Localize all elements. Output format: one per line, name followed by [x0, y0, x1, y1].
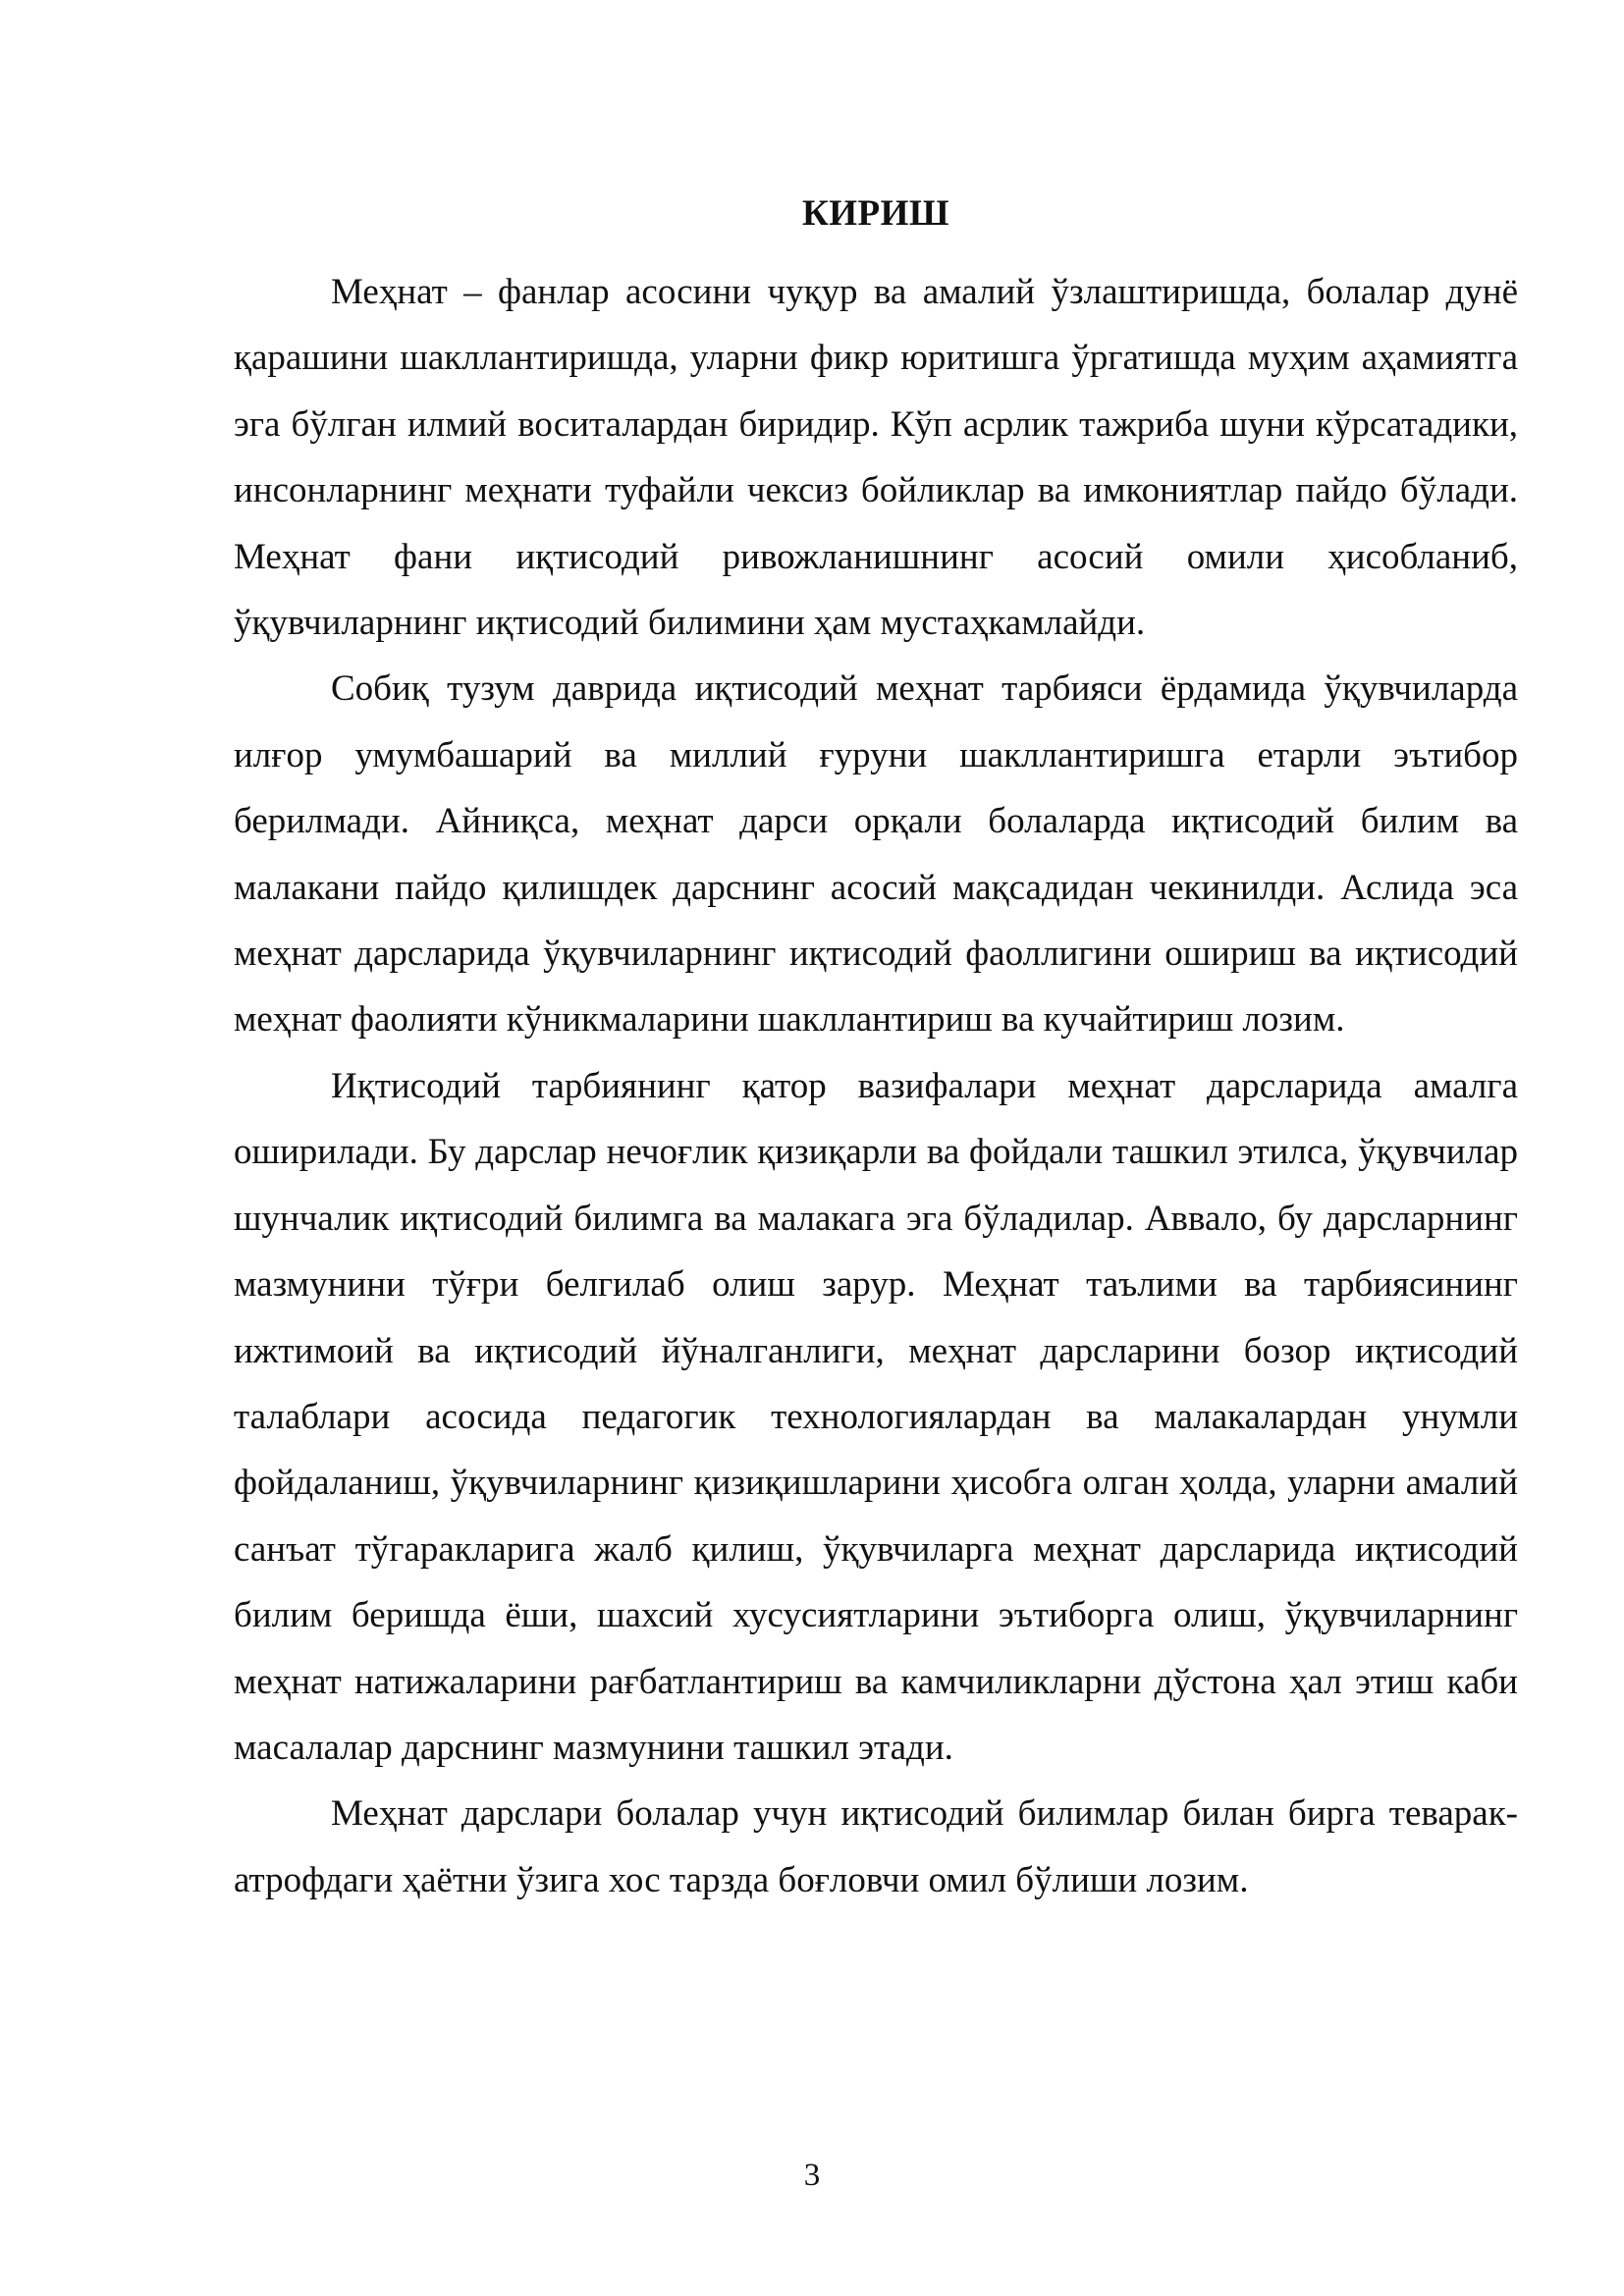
paragraph-2: Собиқ тузум даврида иқтисодий меҳнат тарбияси ёрдамида ўқувчиларда илғор умумбашарий ва миллий ғуруни шакллантиришга етарли эътибор берилмади. Айниқса, меҳнат дарси орқали болаларда иқтисодий билим ва малакани пайдо қилишдек дарснинг асосий мақсадидан чекинилди. Аслида эса меҳнат дарсларида ўқувчиларнинг иқтисодий фаоллигини ошириш ва иқтисодий меҳнат фаолияти кўникмаларини шакллантириш ва кучайтириш лозим. [234, 668, 1518, 1041]
paragraph-4: Меҳнат дарслари болалар учун иқтисодий билимлар билан бирга теварак-атрофдаги ҳаётни ўзига хос тарзда боғловчи омил бўлиши лозим. [234, 1793, 1518, 1900]
page-number: 3 [803, 2158, 821, 2193]
paragraph-1: Меҳнат – фанлар асосини чуқур ва амалий ўзлаштиришда, болалар дунё қарашини шакллантиришда, уларни фикр юритишга ўргатишда муҳим аҳамиятга эга бўлган илмий воситалардан биридир. Кўп асрлик тажриба шуни кўрсатадики, инсонларнинг меҳнати туфайли чексиз бойликлар ва имкониятлар пайдо бўлади. Меҳнат фани иқтисодий ривожланишнинг асосий омили ҳисобланиб, ўқувчиларнинг иқтисодий билимини ҳам мустаҳкамлайди. [234, 272, 1518, 644]
section-title: КИРИШ [801, 193, 950, 234]
page-content [234, 192, 1518, 1913]
paragraph-3: Иқтисодий тарбиянинг қатор вазифалари меҳнат дарсларида амалга оширилади. Бу дарслар нечоғлик қизиқарли ва фойдали ташкил этилса, ўқувчилар шунчалик иқтисодий билимга ва малакага эга бўладилар. Аввало, бу дарсларнинг мазмунини тўғри белгилаб олиш зарур. Меҳнат таълими ва тарбиясининг ижтимоий ва иқтисодий йўналганлиги, меҳнат дарсларини бозор иқтисодий талаблари асосида педагогик технологиялардан ва малакалардан унумли фойдаланиш, ўқувчиларнинг қизиқишларини ҳисобга олган ҳолда, уларни амалий санъат тўгаракларига жалб қилиш, ўқувчиларга меҳнат дарсларида иқтисодий билим беришда ёши, шахсий хусусиятларини эътиборга олиш, ўқувчиларнинг меҳнат натижаларини рағбатлантириш ва камчиликларни дўстона ҳал этиш каби масалалар дарснинг мазмунини ташкил этади. [234, 1065, 1518, 1768]
